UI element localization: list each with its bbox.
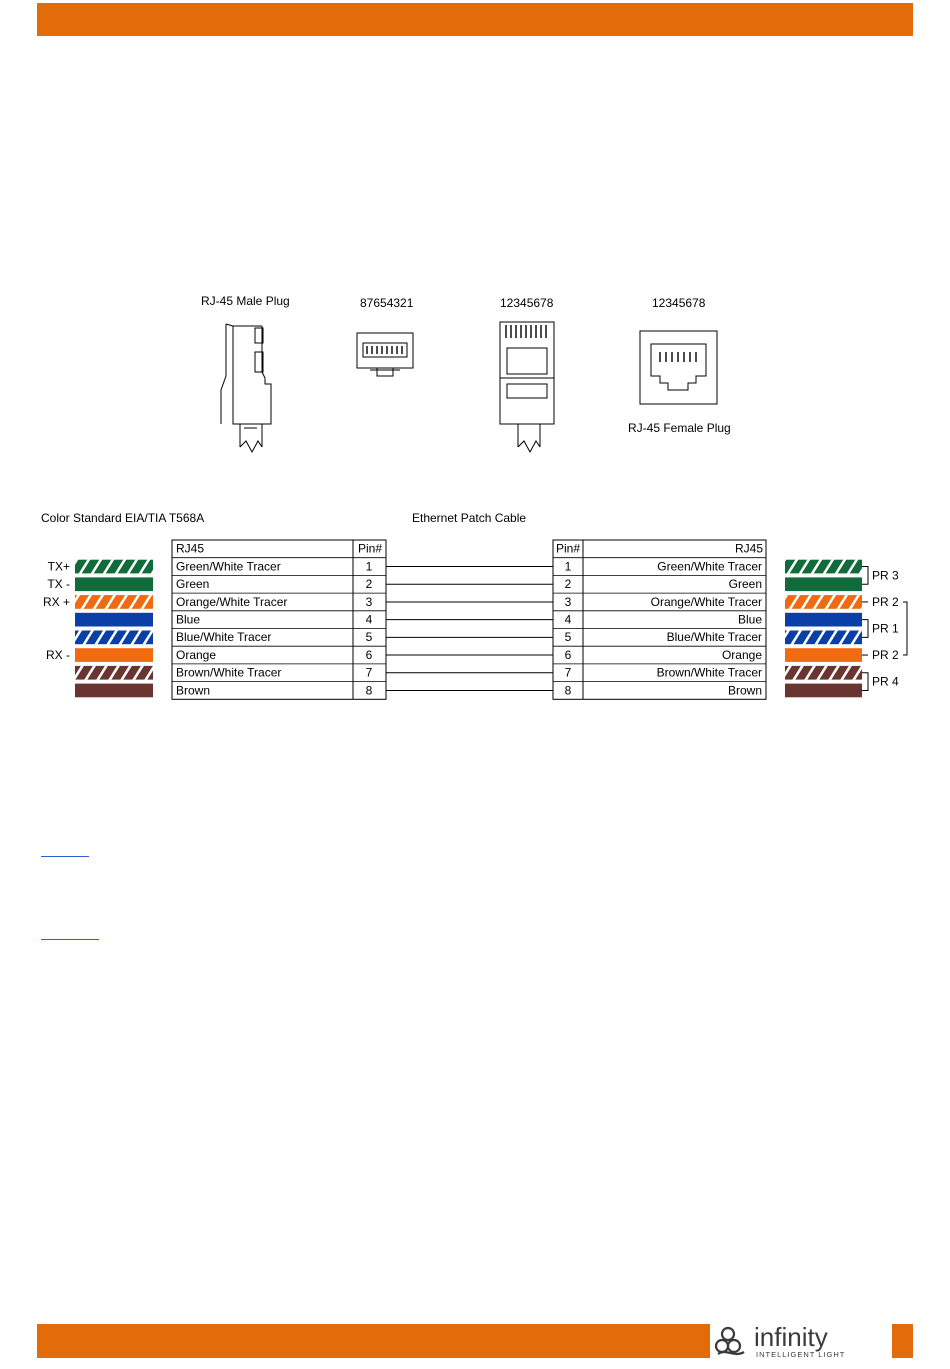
right-header-pin: Pin# bbox=[556, 541, 581, 556]
female-plug-label: RJ-45 Female Plug bbox=[628, 421, 731, 435]
right-wire-name-4: Blue bbox=[737, 612, 762, 627]
left-wire-name-1: Green/White Tracer bbox=[176, 559, 281, 574]
right-pin-number-8: 8 bbox=[564, 683, 572, 698]
right-wire-name-5: Blue/White Tracer bbox=[666, 630, 762, 645]
pin-order-female: 12345678 bbox=[652, 296, 706, 310]
left-pin-number-1: 1 bbox=[365, 559, 373, 574]
left-wire-swatch-2 bbox=[75, 577, 153, 591]
pin-order-reversed: 87654321 bbox=[360, 296, 414, 310]
pair-label-pr4: PR 4 bbox=[872, 674, 899, 689]
pair-label-pr3: PR 3 bbox=[872, 568, 899, 583]
pair-bracket-pr3 bbox=[862, 567, 868, 585]
right-pin-number-3: 3 bbox=[564, 594, 572, 609]
left-wire-swatch-1 bbox=[75, 560, 153, 574]
left-pin-number-3: 3 bbox=[365, 594, 373, 609]
right-wire-name-8: Brown bbox=[727, 683, 762, 698]
left-wire-name-7: Brown/White Tracer bbox=[176, 665, 282, 680]
pair-label-pr2-bottom: PR 2 bbox=[872, 648, 899, 663]
right-wire-swatch-1 bbox=[785, 560, 862, 574]
left-header-rj45: RJ45 bbox=[176, 541, 205, 556]
pair-bracket-pr2 bbox=[903, 602, 907, 655]
left-wire-swatch-3 bbox=[75, 595, 153, 609]
right-wire-name-6: Orange bbox=[721, 647, 762, 662]
right-wire-name-1: Green/White Tracer bbox=[657, 559, 762, 574]
left-wire-name-5: Blue/White Tracer bbox=[176, 630, 272, 645]
logo-wordmark: infinity bbox=[754, 1322, 828, 1352]
right-wire-swatch-5 bbox=[785, 631, 862, 645]
infinity-logo bbox=[712, 1322, 890, 1360]
right-wire-swatch-4 bbox=[785, 613, 862, 627]
signal-label-3: RX + bbox=[42, 594, 70, 609]
left-wire-name-8: Brown bbox=[176, 683, 211, 698]
left-wire-name-2: Green bbox=[176, 577, 210, 592]
right-pin-number-5: 5 bbox=[564, 630, 572, 645]
left-wire-swatch-7 bbox=[75, 666, 153, 680]
left-wire-swatch-4 bbox=[75, 613, 153, 627]
color-standard-title: Color Standard EIA/TIA T568A bbox=[41, 511, 205, 525]
right-wire-swatch-8 bbox=[785, 684, 862, 698]
right-wire-name-2: Green bbox=[728, 577, 762, 592]
right-wire-swatch-2 bbox=[785, 577, 862, 591]
left-wire-swatch-8 bbox=[75, 684, 153, 698]
signal-label-1: TX+ bbox=[47, 559, 70, 574]
male-plug-title: RJ-45 Male Plug bbox=[201, 294, 290, 308]
right-header-rj45: RJ45 bbox=[734, 541, 763, 556]
right-wire-name-3: Orange/White Tracer bbox=[650, 594, 762, 609]
left-pin-number-6: 6 bbox=[365, 647, 373, 662]
right-wire-name-7: Brown/White Tracer bbox=[656, 665, 762, 680]
right-pin-number-7: 7 bbox=[564, 665, 572, 680]
left-header-pin: Pin# bbox=[357, 541, 382, 556]
right-pin-number-1: 1 bbox=[564, 559, 572, 574]
right-pin-number-6: 6 bbox=[564, 647, 572, 662]
pair-bracket-pr4 bbox=[862, 673, 868, 691]
left-pin-number-2: 2 bbox=[365, 577, 373, 592]
signal-label-6: RX - bbox=[46, 647, 70, 662]
logo-mark-icon bbox=[716, 1328, 744, 1354]
left-wire-swatch-6 bbox=[75, 648, 153, 662]
right-wire-swatch-7 bbox=[785, 666, 862, 680]
logo-tagline: INTELLIGENT LIGHT bbox=[756, 1350, 846, 1359]
left-wire-name-3: Orange/White Tracer bbox=[176, 594, 288, 609]
right-wire-swatch-3 bbox=[785, 595, 862, 609]
signal-label-2: TX - bbox=[47, 577, 70, 592]
left-wire-swatch-5 bbox=[75, 631, 153, 645]
pair-label-pr2-top: PR 2 bbox=[872, 594, 899, 609]
pin-order-forward: 12345678 bbox=[500, 296, 554, 310]
left-wire-name-6: Orange bbox=[176, 647, 217, 662]
right-wire-swatch-6 bbox=[785, 648, 862, 662]
patch-cable-title: Ethernet Patch Cable bbox=[412, 511, 527, 525]
left-pin-number-7: 7 bbox=[365, 665, 373, 680]
left-wire-name-4: Blue bbox=[176, 612, 201, 627]
pair-bracket-pr1 bbox=[862, 620, 868, 638]
link-underline-1[interactable] bbox=[41, 856, 89, 857]
link-underline-2[interactable] bbox=[41, 939, 99, 940]
left-pin-number-5: 5 bbox=[365, 630, 373, 645]
left-pin-number-4: 4 bbox=[365, 612, 373, 627]
right-pin-number-4: 4 bbox=[564, 612, 572, 627]
pair-label-pr1: PR 1 bbox=[872, 621, 899, 636]
right-pin-number-2: 2 bbox=[564, 577, 572, 592]
left-pin-number-8: 8 bbox=[365, 683, 373, 698]
